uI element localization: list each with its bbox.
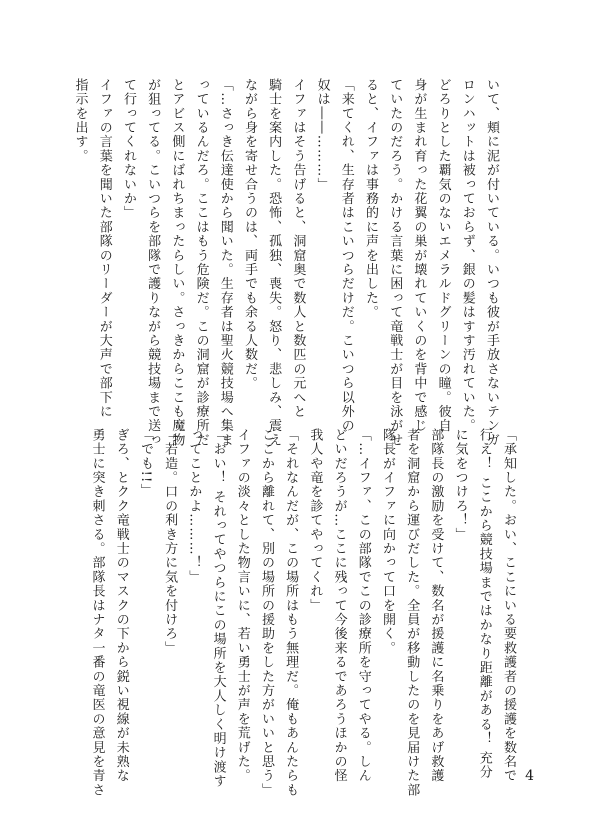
text-line: が狙ってる。こいつらを部隊で護りながら競技場まで送っ xyxy=(145,78,161,448)
text-line: 「それなんだが、この場所はもう無理だ。俺もあんたらも xyxy=(283,428,299,798)
lower-text-block xyxy=(84,428,520,798)
text-line: どいだろうが…ここに残って今後来るであろうほかの怪 xyxy=(331,428,347,783)
text-line: 「承知した。おい、ここにいる要救護者の援護を数名で xyxy=(501,428,516,783)
text-line: ていたのだろう。かける言葉に困って竜戦士が目を泳がせ xyxy=(387,78,403,448)
text-line: ぎろ、とクク竜戦士のマスクの下から鋭い視線が未熟な xyxy=(113,428,129,783)
text-line: ながら身を寄せ合うのは、両手でも余る人数だ。 xyxy=(241,78,257,391)
text-line: 「おい！ それってやつらにこの場所を大人しく明け渡す xyxy=(210,428,226,789)
text-line: 行え！ ここから競技場まではかなり距離がある！ 充分 xyxy=(476,428,492,780)
text-line: に気をつけろ！」 xyxy=(452,428,468,542)
text-line: ると、イファは事務的に声を出した。 xyxy=(362,78,378,320)
text-line: 「…さっき伝達使から聞いた。生存者は聖火競技場へ集ま xyxy=(217,78,233,448)
text-line: 者を洞窟から運びだした。全員が移動したのを見届けた部 xyxy=(404,428,420,798)
text-line: 我人や竜を診てやってくれ」 xyxy=(307,428,323,613)
text-line: 指示を出す。 xyxy=(72,78,88,164)
text-line: 「若造。口の利き方に気を付けろ」 xyxy=(162,428,178,656)
text-line: ロンハットは被っておらず、銀の髪はすす汚れていた。 xyxy=(459,78,475,433)
text-line: 「でも!!」 xyxy=(137,428,153,498)
text-line: 「…イファ、この部隊でこの診療所を守ってやる。しん xyxy=(355,428,371,783)
text-line: 奴は――………」 xyxy=(314,78,330,192)
text-line: 部隊長の激励を受けて、数名が援護に名乗りをあげ救護 xyxy=(428,428,444,783)
text-line: イファはそう告げると、洞窟奥で数人と数匹の元へと xyxy=(290,78,306,419)
text-line: どろりとした覇気のないエメラルドグリーンの瞳。彼自 xyxy=(435,78,451,433)
text-line: 騎士を案内した。恐怖、孤独、喪失。怒り、悲しみ、震え xyxy=(266,78,282,448)
text-line: ここから離れて、別の場所の援助をした方がいいと思う」 xyxy=(258,428,274,798)
text-line: て行ってくれないか」 xyxy=(120,78,136,220)
text-line: 「来てくれ、生存者はこいつらだけだ。こいつら以外の xyxy=(338,78,354,433)
upper-text-block xyxy=(67,78,503,448)
text-line: イファの言葉を聞いた部隊のリーダーが大声で部下に xyxy=(96,78,112,419)
text-line: っているんだろ。ここはもう危険だ。この洞窟が診療所だ xyxy=(193,78,209,448)
text-line: イファの淡々とした物言いに、若い勇士が声を荒げた。 xyxy=(234,428,250,783)
text-line: 勇士に突き刺さる。部隊長はナタ一番の竜医の意見を青さ xyxy=(89,428,105,798)
text-line: 身が生まれ育った花翼の巣が壊れていくのを背中で感じ xyxy=(411,78,427,433)
text-line: いて、頬に泥が付いている。いつも彼が手放さないテンガ xyxy=(484,78,499,448)
text-line: 隊長がイファに向かって口を開く。 xyxy=(379,428,395,656)
page-number: 4 xyxy=(525,768,534,784)
text-line: ってことかよ………！」 xyxy=(186,428,202,585)
text-line: とアビス側にばれちまったらしい。さっきからここも魔物 xyxy=(169,78,185,448)
